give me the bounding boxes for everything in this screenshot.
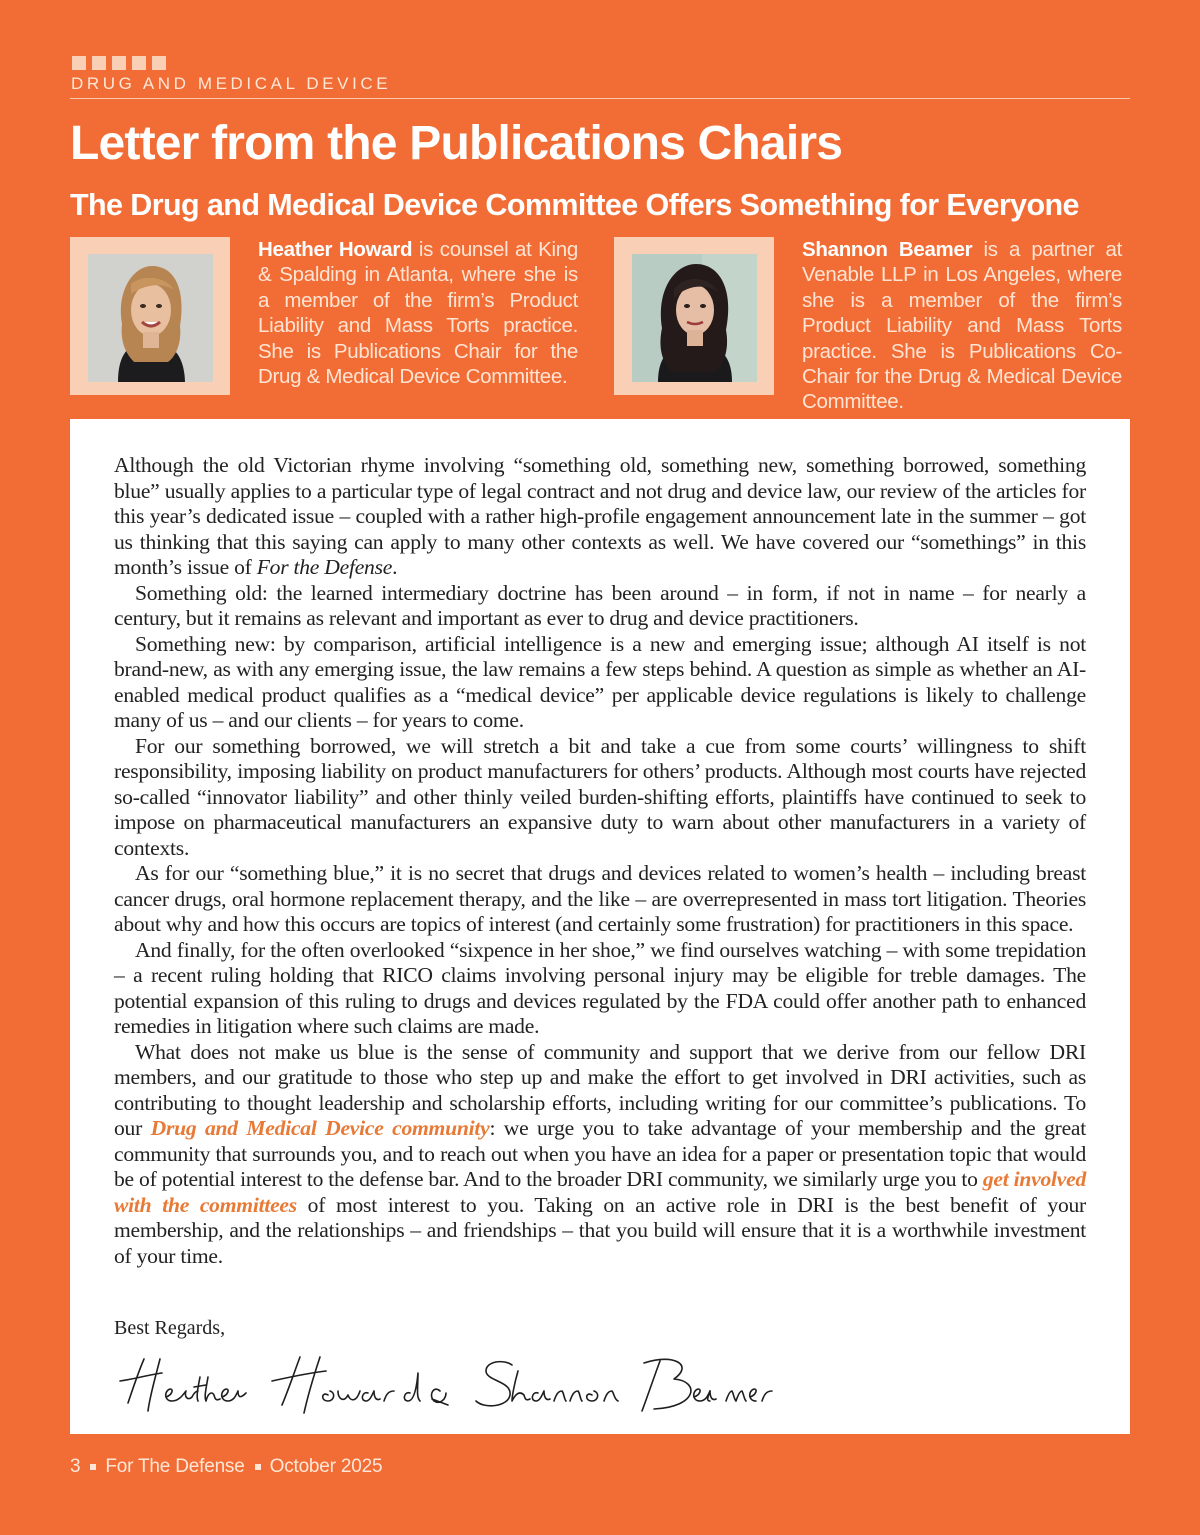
- paragraph-text: .: [392, 555, 398, 579]
- page-footer: [70, 1456, 382, 1478]
- paragraph-text: of most interest to you. Taking on an active role in DRI is the best benefit of your membership, and the relationships – and friendships – that you build will ensure that it is a worthwhile investment of your time.: [114, 1192, 1086, 1268]
- letter-paragraph: As for our “something blue,” it is no secret that drugs and devices related to women’s health – including breast cancer drugs, oral hormone replacement therapy, and the like – are overrepresented in mass tort litigation. Theories about why and how this occurs are topics of interest (and certainly some frustration) for practitioners in this space.: [114, 861, 1086, 936]
- author-photo-frame: [614, 237, 774, 395]
- letter-paragraph: Something old: the learned intermediary doctrine has been around – in form, if not in name – for nearly a century, but it remains as relevant and important as ever to drug and device practitioners.: [114, 580, 1086, 630]
- author-bio-text: is counsel at King & Spalding in Atlanta, where she is a member of the firm’s Product Liability and Mass Torts practice. She is Publications Chair for the Drug & Medical Device Committee.: [258, 238, 578, 389]
- section-label: DRUG AND MEDICAL DEVICE: [71, 74, 392, 93]
- letter-paragraph: For our something borrowed, we will stretch a bit and take a cue from some courts’ willingness to shift responsibility, imposing liability on product manufacturers for others’ products. Although most courts have rejected so-called “innovator liability” and other thinly veiled burden-shifting efforts, plaintiffs have continued to seek to impose on pharmaceutical manufacturers an expansive duty to warn about other manufacturers in a variety of contexts.: [114, 733, 1086, 860]
- author-bio-text: is a partner at Venable LLP in Los Angeles, where she is a member of the firm’s Product Liability and Mass Torts practice. She is Publications Co-Chair for the Drug & Medical Device Committee.: [802, 238, 1122, 414]
- paragraph-text: What does not make us blue is the sense of community and support that we derive from our fellow DRI members, and our gratitude to those who step up and make the effort to get involved in DRI activities, such as contributing to thought leadership and scholarship efforts, including writing for our committee’s publications. To our: [114, 1039, 1086, 1140]
- square-decoration: [152, 56, 166, 70]
- letter-paragraph: And finally, for the often overlooked “sixpence in her shoe,” we find ourselves watching – with some trepidation – a recent ruling holding that RICO claims involving personal injury may be eligible for treble damages. The potential expansion of this ruling to drugs and devices regulated by the FDA could offer another path to enhanced remedies in litigation where such claims are made.: [114, 937, 1086, 1038]
- community-link[interactable]: Drug and Medical Device community: [150, 1116, 490, 1140]
- author-photo-frame: [70, 237, 230, 395]
- signature-text: Heather Howard & Shannon Beamer: [114, 1351, 131, 1352]
- author-photo-heather: [88, 254, 213, 382]
- page-number: 3: [70, 1456, 81, 1477]
- closing: Best Regards,: [114, 1317, 226, 1339]
- letter-paragraph: [114, 1040, 1086, 1270]
- letter-body: [114, 453, 1086, 1269]
- signature: [114, 1351, 774, 1421]
- page-title: Letter from the Publications Chairs: [70, 117, 843, 170]
- square-decoration: [132, 56, 146, 70]
- committees-link[interactable]: get involved with the committees: [114, 1167, 1086, 1217]
- author-photo-shannon: [632, 254, 757, 382]
- author-name: Heather Howard: [258, 238, 413, 261]
- issue-date: October 2025: [269, 1456, 383, 1477]
- author-bio-heather: [258, 237, 578, 389]
- header-divider: [70, 98, 1130, 99]
- author-name: Shannon Beamer: [802, 238, 973, 261]
- square-decoration: [112, 56, 126, 70]
- section-squares: [72, 56, 166, 70]
- square-decoration: [92, 56, 106, 70]
- publication-title: For the Defense: [256, 555, 393, 579]
- bullet-separator: [255, 1464, 261, 1470]
- author-bio-shannon: [802, 237, 1122, 415]
- publication-name: For The Defense: [105, 1456, 245, 1477]
- letter-paragraph: Something new: by comparison, artificial intelligence is a new and emerging issue; although AI itself is not brand-new, as with any emerging issue, the law remains a few steps behind. A question as simple as whether an AI-enabled medical product qualifies as a “medical device” per applicable device regulations is likely to challenge many of us – and our clients – for years to come.: [114, 631, 1086, 732]
- page-subtitle: The Drug and Medical Device Committee Offers Something for Everyone: [70, 188, 1079, 222]
- letter-panel: [70, 419, 1130, 1434]
- paragraph-text: Although the old Victorian rhyme involving “something old, something new, something borrowed, something blue” usually applies to a particular type of legal contract and not drug and device law, our review of the articles for this year’s dedicated issue – coupled with a rather high-profile engagement announcement late in the summer – got us thinking that this saying can apply to many other contexts as well. We have covered our “somethings” in this month’s issue of: [114, 453, 1086, 579]
- letter-paragraph: [114, 453, 1086, 581]
- square-decoration: [72, 56, 86, 70]
- paragraph-text: : we urge you to take advantage of your membership and the great community that surrounds you, and to reach out when you have an idea for a paper or presentation topic that would be of potential interest to the defense bar. And to the broader DRI community, we similarly urge you to: [114, 1116, 1086, 1191]
- bullet-separator: [90, 1464, 96, 1470]
